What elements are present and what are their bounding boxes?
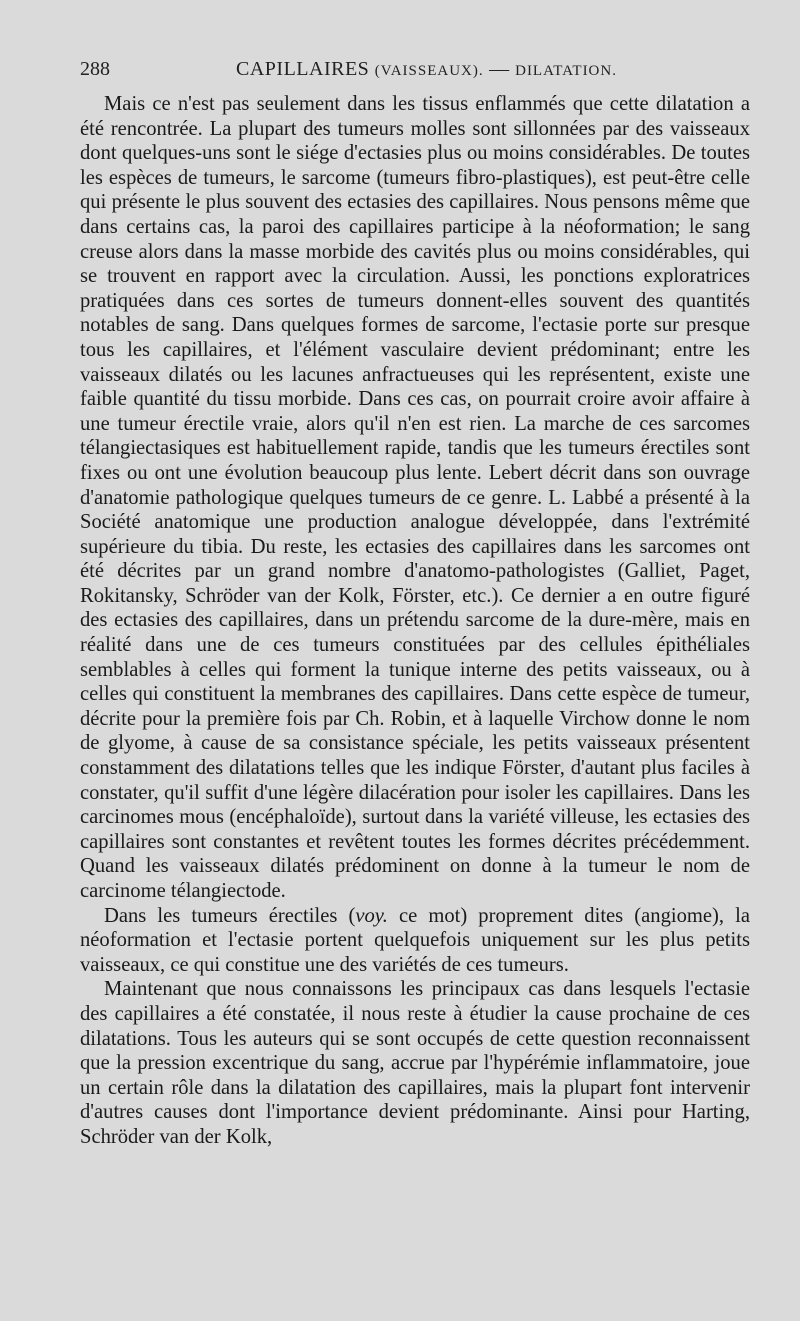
paragraph-2 [80,904,750,978]
body-text [80,92,750,1150]
paragraph-3: Maintenant que nous connaissons les principaux cas dans lesquels l'ectasie des capillaires a été constatée, il nous reste à étudier la cause prochaine de ces dilatations. Tous les auteurs qui se sont occupés de cette question reconnaissent que la pression excentrique du sang, accrue par l'hypérémie inflammatoire, joue un certain rôle dans la dilatation des capillaires, mais la plupart font intervenir d'autres causes dont l'importance devient prédominante. Ainsi pour Harting, Schröder van der Kolk, [80,978,750,1148]
paragraph-1: Mais ce n'est pas seulement dans les tissus enflammés que cette dilatation a été rencontrée. La plupart des tumeurs molles sont sillonnées par des vaisseaux dont quelques-uns sont le siége d'ectasies plus ou moins considérables. De toutes les espèces de tumeurs, le sarcome (tumeurs fibro-plastiques), est peut-être celle qui présente le plus souvent des ectasies des capillaires. Nous pensons même que dans certains cas, la paroi des capillaires participe à la néoformation; le sang creuse alors dans la masse morbide des cavités plus ou moins considérables, qui se trouvent en rapport avec la circulation. Aussi, les ponctions exploratrices pratiquées dans ces sortes de tumeurs donnent-elles souvent des quantités notables de sang. Dans quelques formes de sarcome, l'ectasie porte sur presque tous les capillaires, et l'élément vasculaire devient prédominant; entre les vaisseaux dilatés ou les lacunes anfractueuses qui les représentent, existe une faible quantité du tissu morbide. Dans ces cas, on pourrait croire avoir affaire à une tumeur érectile vraie, alors qu'il n'en est rien. La marche de ces sarcomes télangiectasiques est habituellement rapide, tandis que les tumeurs érectiles sont fixes ou ont une évolution beaucoup plus lente. Lebert décrit dans son ouvrage d'anatomie pathologique quelques tumeurs de ce genre. L. Labbé a présenté à la Société anatomique une production analogue développée, dans l'extrémité supérieure du tibia. Du reste, les ectasies des capillaires dans les sarcomes ont été décrites par un grand nombre d'anatomo-pathologistes (Galliet, Paget, Rokitansky, Schröder van der Kolk, Förster, etc.). Ce dernier a en outre figuré des ectasies des capillaires, dans un prétendu sarcome de la dure-mère, mais en réalité dans une de ces tumeurs constituées par des cellules épithéliales semblables à celles qui forment la tunique interne des petits vaisseaux, ou à celles qui constituent la membranes des capillaires. Dans cette espèce de tumeur, décrite pour la première fois par Ch. Robin, et à laquelle Virchow donne le nom de glyome, à cause de sa consistance spéciale, les petits vaisseaux présentent constamment des dilatations telles que les indique Förster, d'autant plus faciles à constater, qu'il suffit d'une légère dilacération pour isoler les capillaires. Dans les carcinomes mous (encéphaloïde), surtout dans la variété villeuse, les ectasies des capillaires sont constantes et revêtent toutes les formes décrites précédemment. Quand les vaisseaux dilatés prédominent on donne à la tumeur le nom de carcinome télangiectode. [80,93,750,902]
paragraph-2-start: Dans les tumeurs érectiles ( [104,904,356,927]
title-paren: (VAISSEAUX). [374,63,484,79]
paragraph-2-end: ce mot) proprement dites (angiome), la néoformation et l'ectasie portent quelquefois uniquement sur les plus petits vaisseaux, ce qui constitue une des variétés de ces tumeurs. [80,904,750,976]
page-number: 288 [80,58,110,80]
title-dash: — [483,58,516,80]
running-title [236,58,617,81]
running-head [80,54,750,84]
title-main: CAPILLAIRES [236,58,370,80]
title-section: DILATATION. [515,63,617,79]
paragraph-2-italic: voy. [355,904,388,927]
